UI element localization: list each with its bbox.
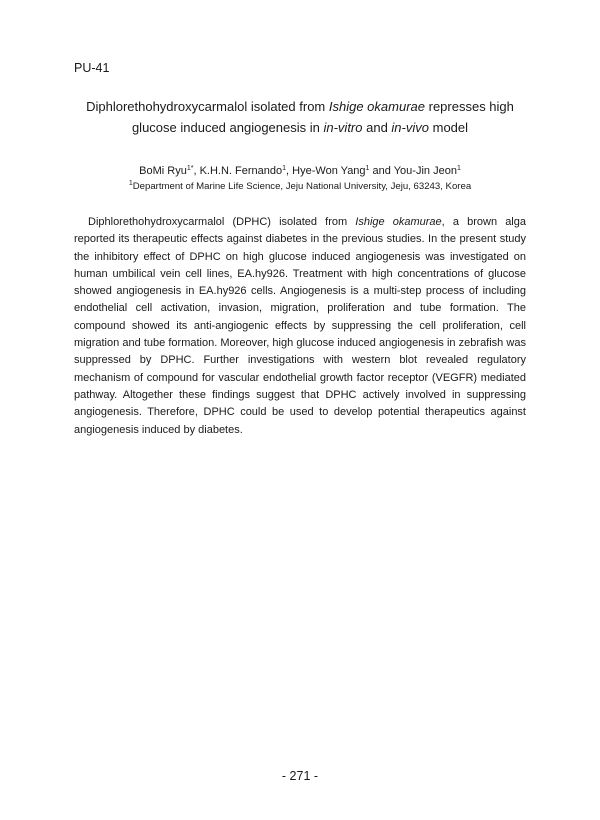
author-list xyxy=(60,162,540,180)
author xyxy=(200,165,293,177)
title-text: model xyxy=(429,120,469,135)
author-affiliation-mark: 1 xyxy=(456,165,461,172)
author-name: BoMi Ryu xyxy=(139,165,187,177)
affiliation-mark: 1 xyxy=(128,180,133,187)
abstract-code: PU-41 xyxy=(74,61,110,75)
author-affiliation-mark: 1 xyxy=(365,165,370,172)
title-text: represses high xyxy=(425,99,514,114)
title-text: Diphlorethohydroxycarmalol isolated from xyxy=(86,99,329,114)
abstract-species: Ishige okamurae xyxy=(355,216,442,228)
title-species: Ishige okamurae xyxy=(328,99,425,114)
author xyxy=(292,165,394,177)
title-invivo: in-vivo xyxy=(391,120,429,135)
author-affiliation-mark: 1* xyxy=(186,165,194,172)
author-separator: and xyxy=(369,165,394,177)
author-name: K.H.N. Fernando xyxy=(199,165,283,177)
title-text: glucose induced angiogenesis in xyxy=(131,120,324,135)
abstract-body xyxy=(74,214,526,439)
author-separator: , xyxy=(193,165,200,177)
abstract-text: Diphlorethohydroxycarmalol (DPHC) isolated from xyxy=(88,216,356,228)
title-invitro: in-vitro xyxy=(323,120,363,135)
abstract-text: , a brown alga reported its therapeutic effects against diabetes in the previous studies. In the present study the inhibitory effect of DPHC on high glucose induced angiogenesis was investigated on human umbilical vein cell lines, EA.hy926. Treatment with high concentrations of glucose showed angiogenesis in EA.hy926 cells. Angiogenesis is a multi-step process of including endothelial cell activation, invasion, migration, proliferation and tube formation. The compound showed its anti-angiogenic effects by suppressing the cell proliferation, cell migration and tube formation. Moreover, high glucose induced angiogenesis in zebrafish was suppressed by DPHC. Further investigations with western blot revealed regulatory mechanism of compound for vascular endothelial growth factor receptor (VEGFR) mediated pathway. Altogether these findings suggest that DPHC actively involved in suppressing angiogenesis. Therefore, DPHC could be used to develop potential therapeutics against angiogenesis induced by diabetes. xyxy=(74,216,526,436)
title-text: and xyxy=(362,120,392,135)
author-name: Hye-Won Yang xyxy=(292,165,366,177)
affiliation xyxy=(60,179,540,195)
author xyxy=(139,165,199,177)
author-separator: , xyxy=(286,165,293,177)
author-affiliation-mark: 1 xyxy=(282,165,287,172)
abstract-title xyxy=(60,96,540,138)
author-name: You-Jin Jeon xyxy=(393,165,457,177)
affiliation-text: Department of Marine Life Science, Jeju National University, Jeju, 63243, Korea xyxy=(132,181,472,192)
author xyxy=(394,165,461,177)
page-number: - 271 - xyxy=(281,769,319,783)
